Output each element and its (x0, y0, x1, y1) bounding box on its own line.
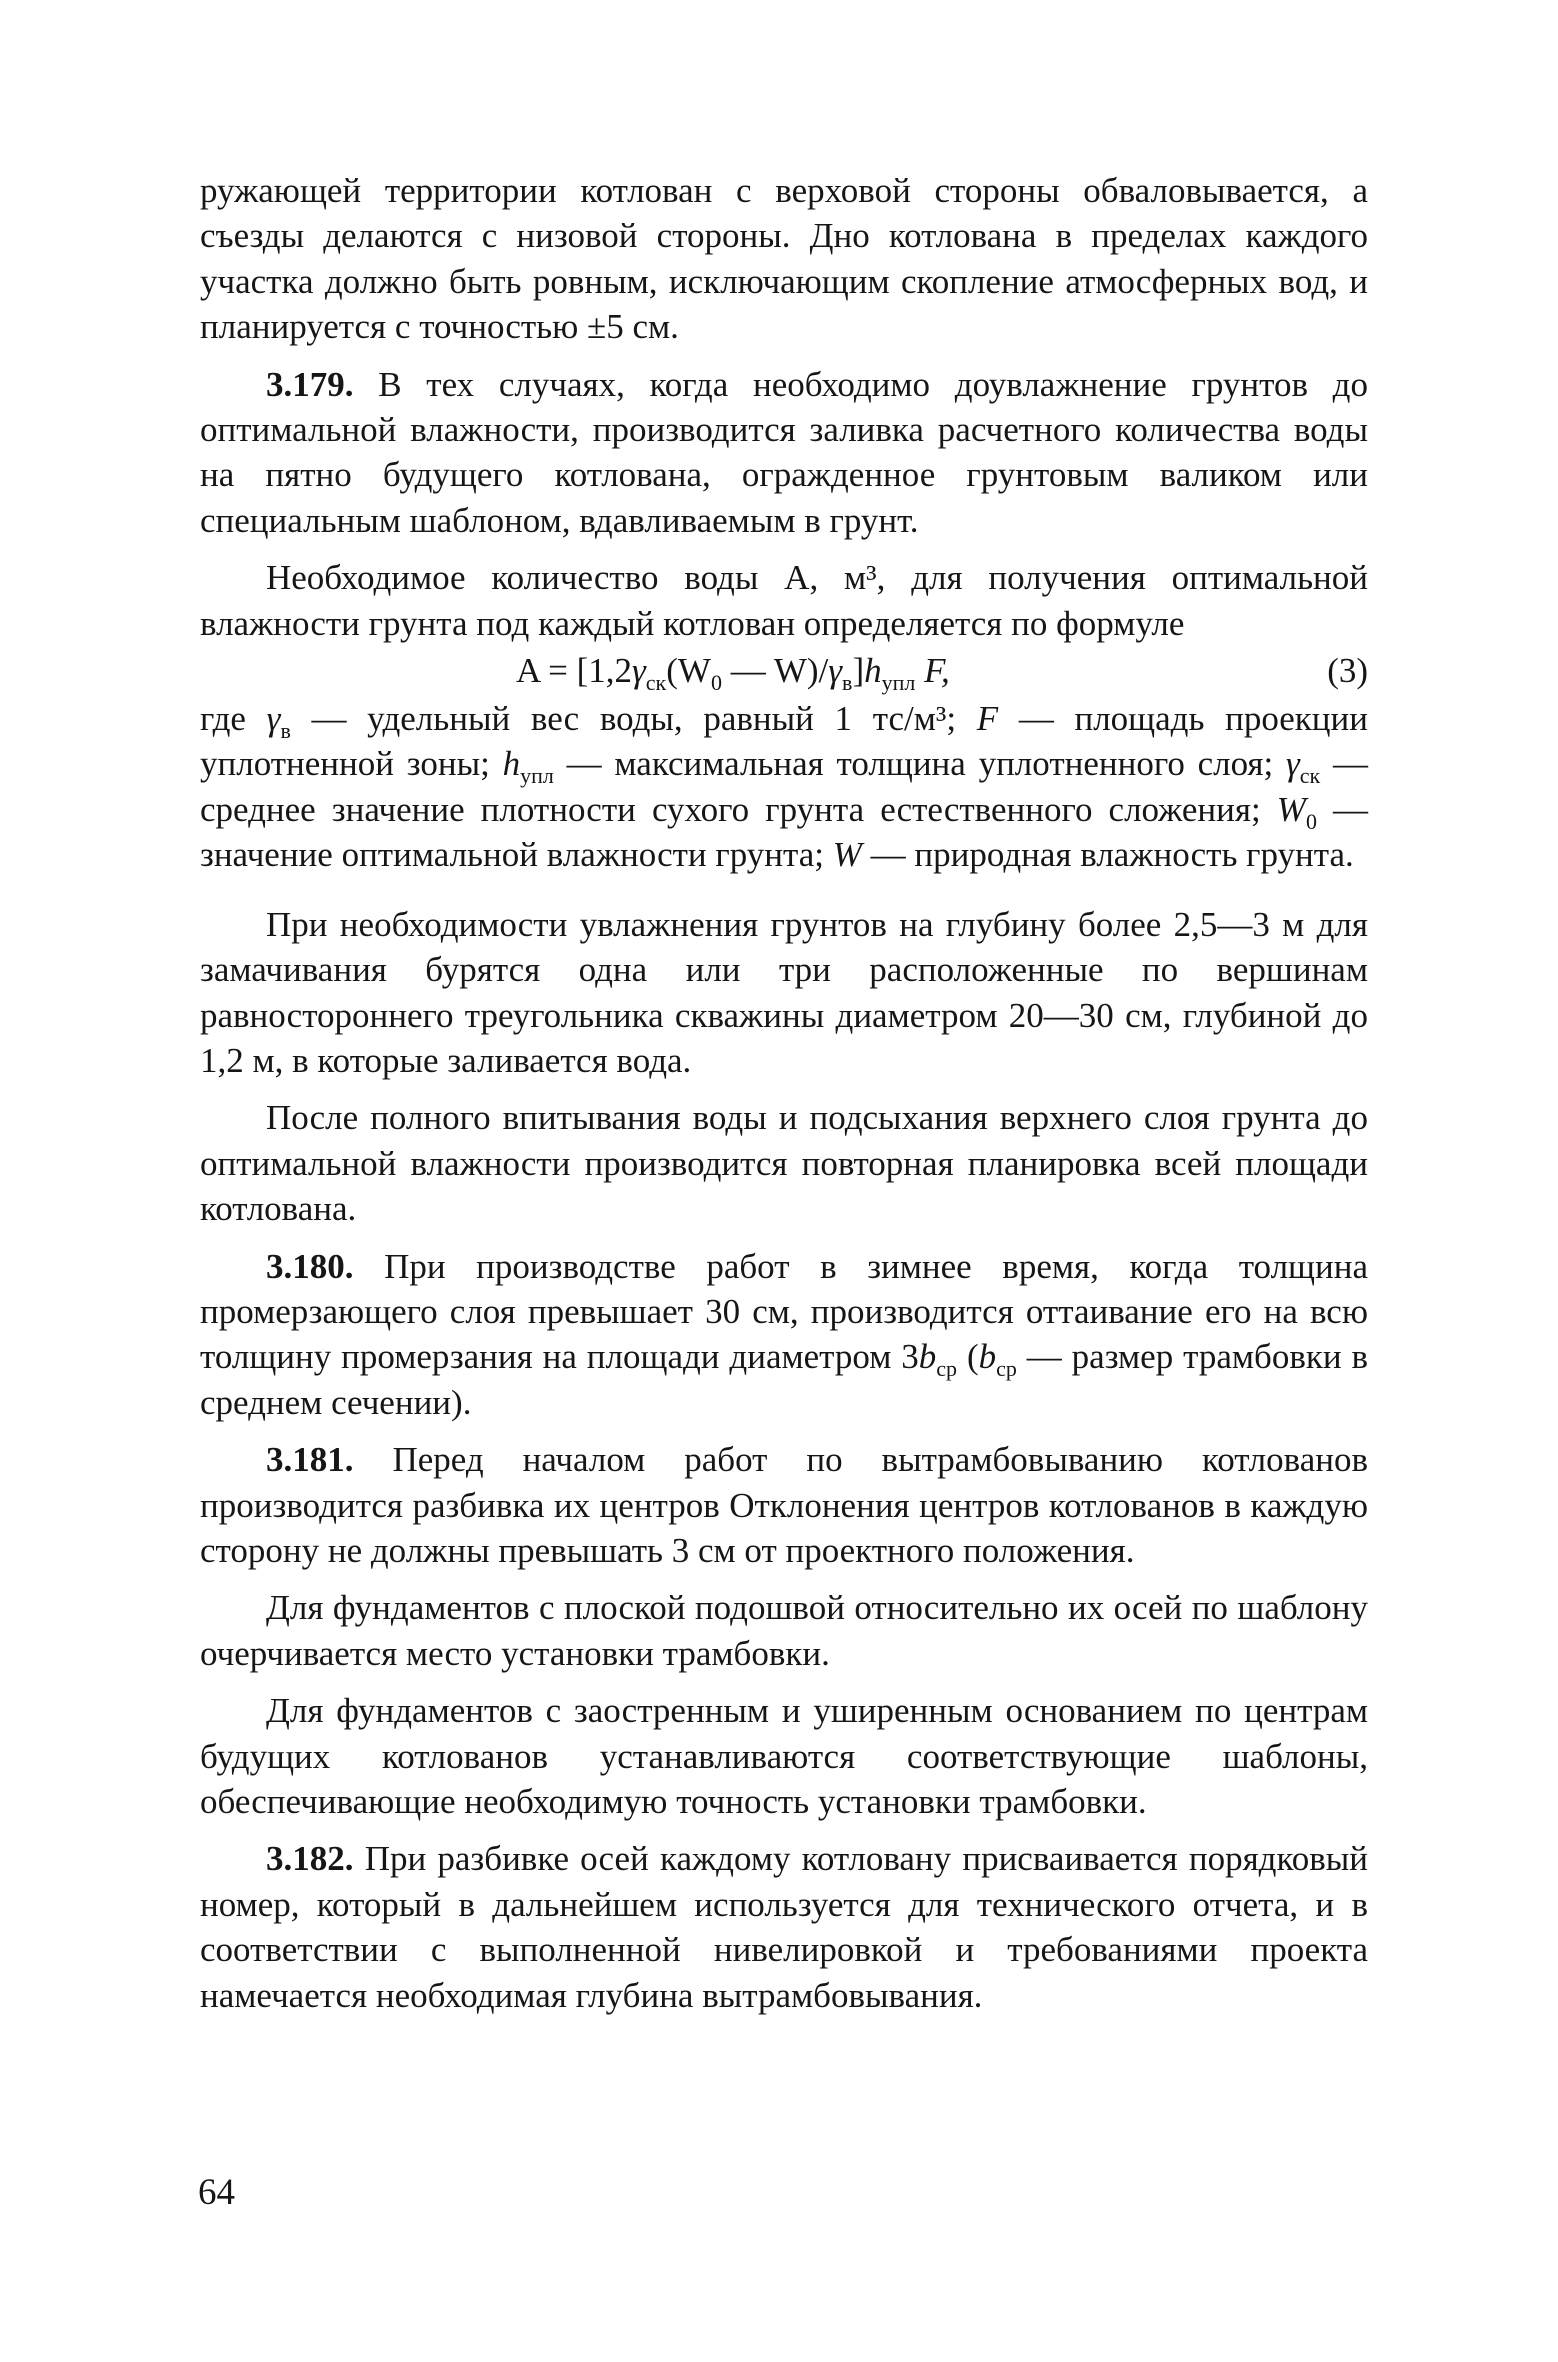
paragraph (200, 1688, 1368, 1824)
paragraph (200, 555, 1368, 646)
paragraph (200, 168, 1368, 350)
paragraph (200, 1095, 1368, 1231)
body-text (200, 168, 1368, 2018)
paragraph-text: После полного впитывания воды и подсыхания верхнего слоя грунта до оптимальной влажности производится повторная планировка всей площади котлована. (200, 1098, 1368, 1229)
paragraph-text: ружающей территории котлован с верховой стороны обваловывается, а съезды делаются с низовой стороны. Дно котлована в пределах каждого участка должно быть ровным, исключающим скопление атмосферных вод, и планируется с точностью ±5 см. (200, 171, 1368, 347)
paragraph-text: При необходимости увлажнения грунтов на глубину более 2,5—3 м для замачивания бурятся одна или три расположенные по вершинам равностороннего треугольника скважины диаметром 20—30 см, глубиной до 1,2 м, в которые заливается вода. (200, 904, 1368, 1080)
section-number: 3.181. (266, 1440, 354, 1480)
paragraph-text: Для фундаментов с плоской подошвой относительно их осей по шаблону очерчивается место установки трамбовки. (200, 1588, 1368, 1673)
paragraph-text: Необходимое количество воды А, м³, для получения оптимальной влажности грунта под каждый котлован определяется по формуле (200, 558, 1368, 643)
page-number: 64 (198, 2172, 235, 2213)
paragraph-text: Перед началом работ по вытрамбовыванию котлованов производится разбивка их центров Отклонения центров котлованов в каждую сторону не должны превышать 3 см от проектного положения. (200, 1440, 1368, 1570)
section-number: 3.182. (266, 1839, 354, 1879)
section-number: 3.179. (266, 364, 354, 404)
formula-3 (200, 648, 1368, 696)
paragraph (200, 902, 1368, 1084)
paragraph (200, 1836, 1368, 2018)
paragraph (200, 362, 1368, 544)
section-number: 3.180. (266, 1246, 354, 1286)
paragraph-legend: где $\gamma_в$ — удельный вес воды, равный 1 тс/м³; F — площадь проекции уплотненной зоны; $h_{упл}$ — максимальная толщина уплотненного слоя; $\gamma_{ск}$ — среднее значение плотности сухого грунта естественного сложения; $W_0$ — значение оптимальной влажности грунта; W — природная влажность грунта. (200, 699, 1369, 875)
formula-expression: $A = [1,2\gamma_{ск}(W_0$ — $W)/\gamma_в]h_{упл}$ F, (516, 651, 950, 696)
paragraph: 3.180. При производстве работ в зимнее время, когда толщина промерзающего слоя превышает 30 см, производится оттаивание его на всю толщину промерзания на площади диаметром $3b_{ср}$ ($b_{ср}$ — размер трамбовки в среднем сечении). (200, 1246, 1369, 1422)
paragraph (200, 1437, 1368, 1573)
paragraph-text: При разбивке осей каждому котловану присваивается порядковый номер, который в дальнейшем используется для технического отчета, и в соответствии с выполненной нивелировкой и требованиями проекта намечается необходимая глубина вытрамбовывания. (200, 1839, 1368, 2015)
formula-number: (3) (1327, 651, 1368, 691)
paragraph-text: В тех случаях, когда необходимо доувлажнение грунтов до оптимальной влажности, производится заливка расчетного количества воды на пятно будущего котлована, огражденное грунтовым валиком или специальным шаблоном, вдавливаемым в грунт. (200, 364, 1368, 540)
paragraph (200, 1585, 1368, 1676)
paragraph-text: Для фундаментов с заостренным и уширенным основанием по центрам будущих котлованов устанавливаются соответствующие шаблоны, обеспечивающие необходимую точность установки трамбовки. (200, 1691, 1368, 1821)
